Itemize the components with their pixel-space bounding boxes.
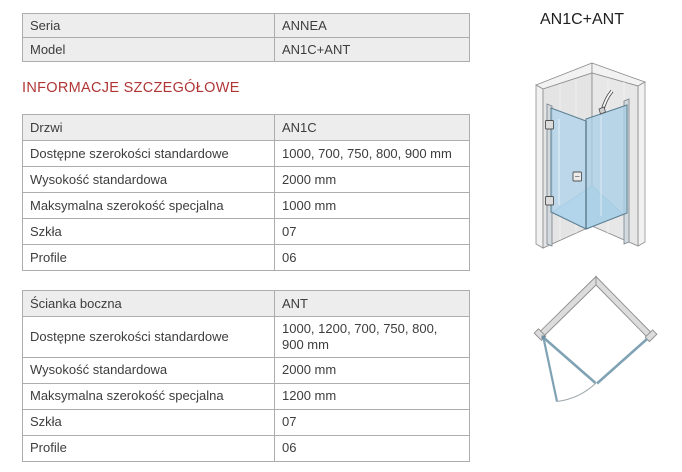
table-row bbox=[23, 193, 470, 219]
row-label: Maksymalna szerokość specjalna bbox=[23, 383, 275, 409]
row-label: Wysokość standardowa bbox=[23, 167, 275, 193]
row-label: Dostępne szerokości standardowe bbox=[23, 317, 275, 358]
row-value: 1000 mm bbox=[275, 193, 470, 219]
wall-end-cap-right bbox=[638, 82, 645, 246]
table-row bbox=[23, 167, 470, 193]
row-value: 07 bbox=[275, 409, 470, 435]
row-label: Dostępne szerokości standardowe bbox=[23, 141, 275, 167]
door-swing-arc bbox=[557, 383, 596, 402]
plan-side-panel bbox=[597, 339, 647, 384]
row-value: AN1C+ANT bbox=[275, 38, 470, 62]
model-title: AN1C+ANT bbox=[539, 11, 625, 28]
door-hinge-icon bbox=[546, 197, 554, 206]
row-label: Model bbox=[23, 38, 275, 62]
row-label: Szkła bbox=[23, 219, 275, 245]
door-spec-table bbox=[22, 114, 470, 271]
wall-end-cap-left bbox=[536, 85, 543, 248]
table-row bbox=[23, 14, 470, 38]
row-value: ANT bbox=[275, 291, 470, 317]
row-label: Ścianka boczna bbox=[23, 291, 275, 317]
row-label: Profile bbox=[23, 435, 275, 461]
plan-hinge-point bbox=[542, 336, 546, 340]
glass-door bbox=[551, 108, 586, 229]
table-row bbox=[23, 435, 470, 461]
row-value: 06 bbox=[275, 245, 470, 271]
row-value: 1000, 700, 750, 800, 900 mm bbox=[275, 141, 470, 167]
row-label: Drzwi bbox=[23, 115, 275, 141]
row-value: ANNEA bbox=[275, 14, 470, 38]
table-row bbox=[23, 141, 470, 167]
table-row bbox=[23, 357, 470, 383]
row-value: 1200 mm bbox=[275, 383, 470, 409]
row-value: 1000, 1200, 700, 750, 800, 900 mm bbox=[275, 317, 470, 358]
row-value: 07 bbox=[275, 219, 470, 245]
glass-side-panel bbox=[586, 105, 627, 229]
table-row bbox=[23, 245, 470, 271]
summary-table bbox=[22, 13, 470, 62]
table-header-row bbox=[23, 115, 470, 141]
side-panel-spec-table bbox=[22, 290, 470, 462]
door-hinge-icon bbox=[546, 121, 554, 130]
table-row bbox=[23, 383, 470, 409]
row-label: Szkła bbox=[23, 409, 275, 435]
row-value: 2000 mm bbox=[275, 167, 470, 193]
row-label: Seria bbox=[23, 14, 275, 38]
row-value: AN1C bbox=[275, 115, 470, 141]
plan-wall-right bbox=[596, 277, 652, 339]
table-row bbox=[23, 38, 470, 62]
plan-drawing bbox=[528, 274, 660, 412]
isometric-drawing bbox=[532, 58, 650, 254]
table-header-row bbox=[23, 291, 470, 317]
section-title: INFORMACJE SZCZEGÓŁOWE bbox=[22, 80, 240, 96]
table-row bbox=[23, 317, 470, 358]
row-label: Wysokość standardowa bbox=[23, 357, 275, 383]
row-label: Maksymalna szerokość specjalna bbox=[23, 193, 275, 219]
row-value: 2000 mm bbox=[275, 357, 470, 383]
row-label: Profile bbox=[23, 245, 275, 271]
table-row bbox=[23, 409, 470, 435]
table-row bbox=[23, 219, 470, 245]
row-value: 06 bbox=[275, 435, 470, 461]
plan-wall-left bbox=[539, 277, 596, 338]
